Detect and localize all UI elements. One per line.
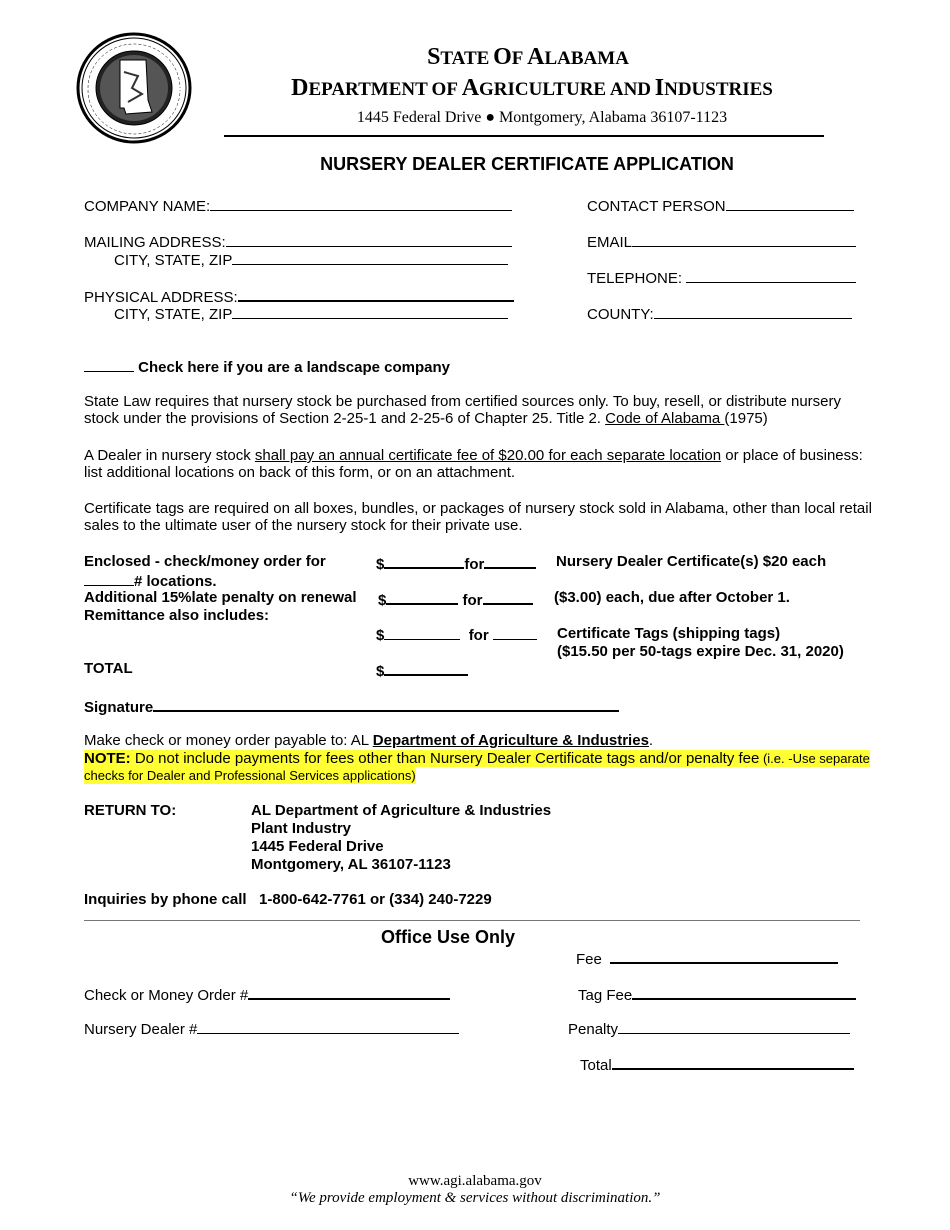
- mailing-city-state-zip-field[interactable]: CITY, STATE, ZIP: [114, 250, 508, 269]
- form-title: NURSERY DEALER CERTIFICATE APPLICATION: [320, 154, 734, 174]
- certificate-amount-field[interactable]: $ for: [376, 553, 536, 573]
- tags-amount-field[interactable]: $ for: [376, 625, 537, 644]
- office-total-field[interactable]: Total: [580, 1054, 854, 1074]
- return-line: AL Department of Agriculture & Industries: [251, 802, 552, 819]
- check-money-order-field[interactable]: Check or Money Order #: [84, 984, 450, 1004]
- certificate-tags-paragraph: Certificate tags are required on all boxes, bundles, or packages of nursery stock sold in Alabama, other than local retail sales to the ultimate user of the nursery stock for their private use.: [84, 500, 872, 534]
- state-heading: STATE OF ALABAMA: [427, 44, 629, 70]
- nursery-cert-label: Nursery Dealer Certificate(s) $20 each: [556, 553, 827, 570]
- dealer-fee-paragraph: A Dealer in nursery stock shall pay an annual certificate fee of $20.00 for each separate location or place of business: list additional locations on back of this form, or on an attachment.: [84, 447, 863, 481]
- return-line: Montgomery, AL 36107-1123: [251, 856, 451, 873]
- header-rule: [224, 135, 824, 137]
- department-heading: DEPARTMENT OF AGRICULTURE AND INDUSTRIES: [291, 75, 773, 101]
- office-use-title: Office Use Only: [381, 927, 516, 947]
- tags-line1: Certificate Tags (shipping tags): [557, 625, 781, 642]
- telephone-field[interactable]: TELEPHONE:: [587, 268, 856, 287]
- tags-line2: ($15.50 per 50-tags expire Dec. 31, 2020): [557, 643, 844, 660]
- late-penalty-label: Additional 15%late penalty on renewal: [84, 589, 357, 606]
- state-law-paragraph: State Law requires that nursery stock be purchased from certified sources only. To buy, resell, or distribute nursery stock under the provisions of Section 2-25-1 and 2-25-6 of Chapter 25. Title 2. Code of Alabama (1975): [84, 393, 842, 427]
- signature-field[interactable]: Signature: [84, 696, 619, 716]
- contact-person-field[interactable]: CONTACT PERSON: [587, 196, 854, 215]
- company-name-field[interactable]: COMPANY NAME:: [84, 196, 512, 215]
- footer-website: www.agi.alabama.gov: [408, 1173, 542, 1189]
- return-line: 1445 Federal Drive: [251, 838, 384, 855]
- enclosed-label: Enclosed - check/money order for: [84, 553, 326, 570]
- return-line: Plant Industry: [251, 820, 352, 837]
- email-field[interactable]: EMAIL: [587, 232, 856, 251]
- nursery-dealer-number-field[interactable]: Nursery Dealer #: [84, 1019, 459, 1038]
- penalty-text: ($3.00) each, due after October 1.: [554, 589, 790, 606]
- of-rest: F: [511, 48, 524, 69]
- county-field[interactable]: COUNTY:: [587, 304, 852, 323]
- total-amount-field[interactable]: $: [376, 660, 468, 680]
- penalty-amount-field[interactable]: $ for: [378, 589, 533, 609]
- footer-motto: “We provide employment & services without discrimination.”: [289, 1190, 661, 1206]
- office-fee-field[interactable]: Fee: [576, 948, 838, 968]
- locations-field[interactable]: # locations.: [84, 571, 217, 590]
- physical-address-field[interactable]: PHYSICAL ADDRESS:: [84, 286, 514, 306]
- remittance-label: Remittance also includes:: [84, 607, 270, 624]
- physical-city-state-zip-field[interactable]: CITY, STATE, ZIP: [114, 304, 508, 323]
- office-divider: [84, 920, 860, 921]
- return-to-label: RETURN TO:: [84, 802, 177, 819]
- office-penalty-field[interactable]: Penalty: [568, 1019, 850, 1038]
- payable-line: Make check or money order payable to: AL Department of Agriculture & Industries.: [84, 732, 654, 749]
- header-address: 1445 Federal Drive ● Montgomery, Alabama 36107-1123: [356, 109, 728, 126]
- mailing-address-field[interactable]: MAILING ADDRESS:: [84, 232, 512, 251]
- inquiries-line: Inquiries by phone call 1-800-642-7761 or (334) 240-7229: [84, 891, 492, 908]
- landscape-company-check[interactable]: Check here if you are a landscape company: [84, 357, 450, 376]
- payment-note: NOTE: Do not include payments for fees other than Nursery Dealer Certificate tags and/or penalty fee (i.e. -Use separate checks for Dealer and Professional Services applications): [84, 750, 870, 783]
- total-label: TOTAL: [84, 660, 133, 677]
- return-address: [251, 802, 551, 874]
- office-tag-fee-field[interactable]: Tag Fee: [578, 984, 856, 1004]
